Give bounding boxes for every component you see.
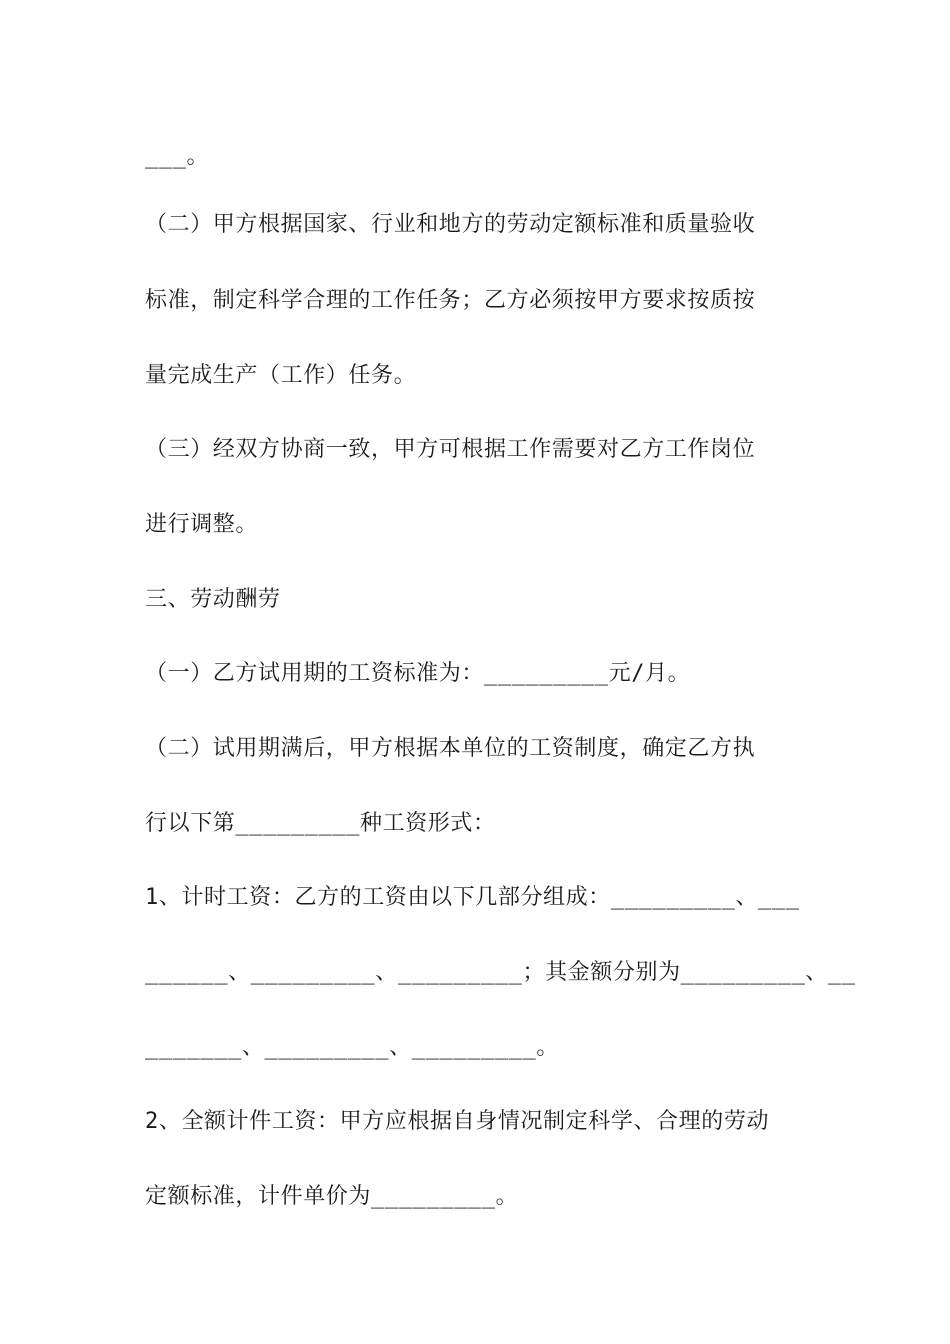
text-line-13: _______、_________、_________。 <box>145 1035 559 1060</box>
text-line-11: 1、计时工资：乙方的工资由以下几部分组成：_________、___ <box>145 885 800 910</box>
text-line-9: （二）试用期满后，甲方根据本单位的工资制度，确定乙方执 <box>145 736 756 761</box>
text-line-15: 定额标准，计件单价为_________。 <box>145 1184 519 1209</box>
section-heading: 三、劳动酬劳 <box>145 587 281 612</box>
text-line-3: 标准，制定科学合理的工作任务；乙方必须按甲方要求按质按 <box>145 288 756 313</box>
text-line-2: （二）甲方根据国家、行业和地方的劳动定额标准和质量验收 <box>145 212 756 237</box>
text-line-6: 进行调整。 <box>145 512 259 537</box>
text-line-8: （一）乙方试用期的工资标准为：_________元/月。 <box>145 661 691 686</box>
text-line-1: ___。 <box>145 144 210 169</box>
text-line-10: 行以下第_________种工资形式： <box>145 811 496 836</box>
text-line-12: ______、_________、_________；其金额分别为_________、__ <box>145 960 856 985</box>
text-line-5: （三）经双方协商一致，甲方可根据工作需要对乙方工作岗位 <box>145 437 756 462</box>
text-line-4: 量完成生产（工作）任务。 <box>145 363 417 388</box>
text-line-14: 2、全额计件工资：甲方应根据自身情况制定科学、合理的劳动 <box>145 1109 770 1134</box>
